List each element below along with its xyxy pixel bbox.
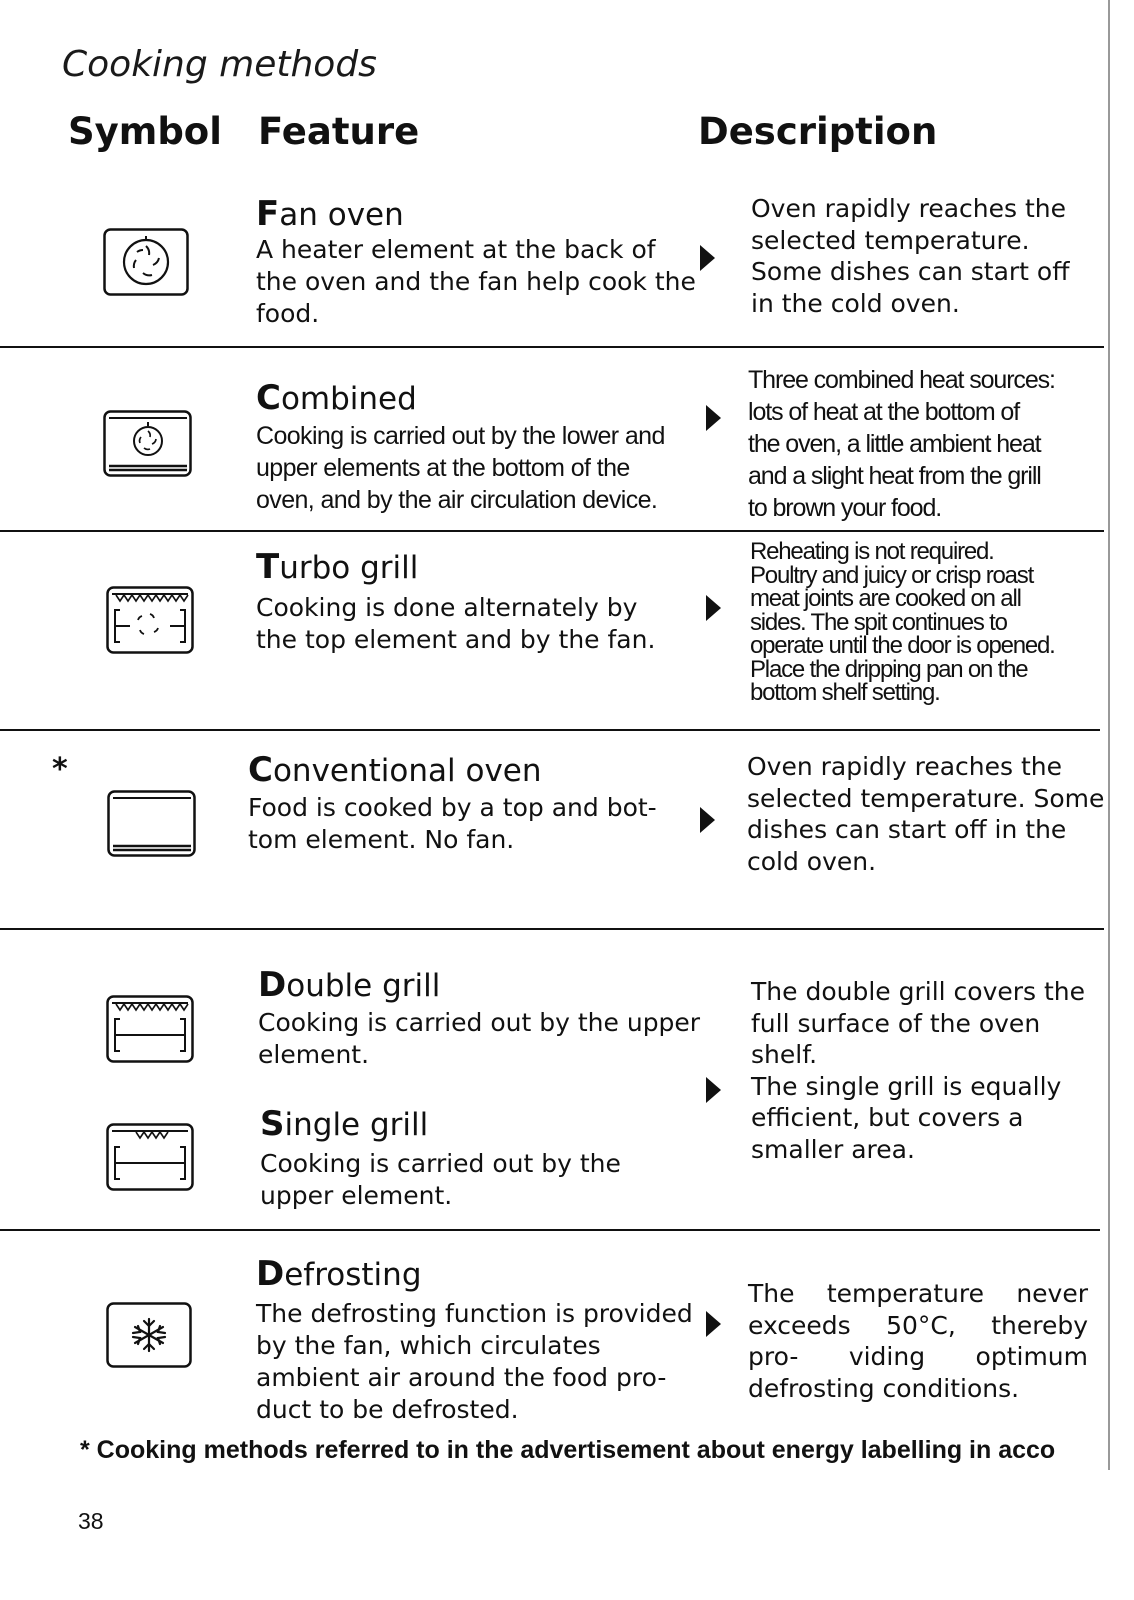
row-divider: [0, 346, 1104, 348]
feature-name-double-grill: [258, 965, 440, 1005]
text-line: tom element. No fan.: [248, 825, 515, 854]
text-line: the top element and by the fan.: [256, 625, 656, 654]
desc-line: meat joints are cooked on all: [750, 585, 1021, 612]
description-grill: [751, 976, 1085, 1165]
double-grill-icon: [106, 995, 194, 1063]
desc-line: full surface of the oven: [751, 1008, 1041, 1038]
arrow-icon: [706, 595, 721, 621]
description-defrosting: The temperature never exceeds 50°C, thereby pro- viding optimum defrosting conditions.: [748, 1279, 1088, 1403]
row-divider: [0, 729, 1100, 731]
description-combined: [748, 364, 1055, 524]
feature-name-rest: urbo grill: [279, 550, 419, 586]
text-line: duct to be defrosted.: [256, 1395, 519, 1424]
feature-name-turbo-grill: [256, 547, 418, 587]
single-grill-icon: [106, 1123, 194, 1191]
text-line: Cooking is carried out by the: [260, 1149, 621, 1178]
feature-name-rest: efrosting: [284, 1257, 422, 1293]
desc-line: and a slight heat from the grill: [748, 462, 1041, 490]
feature-text-double-grill: [258, 1007, 700, 1071]
combined-icon: [103, 410, 193, 478]
feature-initial: C: [256, 378, 281, 418]
text-line: Cooking is carried out by the lower and: [256, 422, 665, 450]
text-line: Cooking is done alternately by: [256, 593, 638, 622]
page-number: 38: [78, 1508, 104, 1534]
text-line: The defrosting function is provided: [256, 1299, 693, 1328]
section-title: Cooking methods: [62, 44, 377, 85]
row-divider: [0, 928, 1104, 930]
feature-name-fan-oven: [256, 194, 404, 234]
desc-line: The double grill covers the: [751, 977, 1086, 1006]
text-line: Cooking is carried out by the upper: [258, 1008, 701, 1037]
text-line: A heater element at the back of: [256, 235, 656, 264]
feature-text-turbo-grill: [256, 592, 655, 656]
energy-label-marker: *: [52, 752, 68, 787]
desc-line: Oven rapidly reaches the: [751, 194, 1067, 223]
description-fan-oven: [751, 193, 1069, 319]
desc-line: efficient, but covers a: [751, 1103, 1024, 1132]
desc-line: selected temperature.: [751, 225, 1030, 255]
desc-line: shelf.: [751, 1040, 818, 1069]
feature-text-defrosting: [256, 1298, 693, 1426]
symbol-column-header: Symbol: [68, 110, 222, 153]
arrow-icon: [706, 1077, 721, 1103]
desc-line: operate until the door is opened.: [750, 632, 1055, 659]
feature-name-rest: onventional oven: [272, 753, 542, 789]
description-conventional-oven: [747, 751, 1104, 877]
feature-text-fan-oven: [256, 234, 696, 330]
desc-line: Oven rapidly reaches the: [747, 752, 1063, 781]
text-line: Food is cooked by a top and bot-: [248, 793, 657, 822]
description-turbo-grill: [750, 540, 1055, 705]
desc-line: The single grill is equally: [751, 1071, 1062, 1101]
desc-line: Three combined heat sources:: [748, 366, 1055, 394]
text-line: by the fan, which circulates: [256, 1331, 601, 1360]
text-line: upper element.: [260, 1181, 453, 1210]
desc-line: Some dishes can start off: [751, 257, 1070, 286]
feature-name-single-grill: [260, 1104, 428, 1144]
footnote: * Cooking methods referred to in the advertisement about energy labelling in acco: [80, 1436, 1056, 1464]
desc-line: dishes can start off in the: [747, 815, 1067, 844]
desc-line: sides. The spit continues to: [750, 608, 1007, 636]
feature-text-combined: [256, 420, 665, 516]
feature-name-rest: an oven: [279, 197, 404, 233]
text-line: element.: [258, 1040, 370, 1069]
feature-initial: T: [256, 547, 280, 587]
feature-column-header: Feature: [258, 110, 420, 153]
desc-line: selected temperature. Some: [747, 783, 1105, 813]
feature-initial: S: [260, 1104, 285, 1144]
text-line: food.: [256, 299, 320, 328]
feature-name-rest: ouble grill: [286, 968, 441, 1004]
fan-oven-icon: [103, 228, 189, 296]
defrosting-icon: [106, 1302, 192, 1368]
arrow-icon: [706, 405, 721, 431]
text-line: ambient air around the food pro-: [256, 1363, 667, 1392]
desc-line: smaller area.: [751, 1134, 915, 1164]
desc-line: the oven, a little ambient heat: [748, 430, 1041, 458]
feature-initial: C: [248, 750, 273, 790]
desc-line: Reheating is not required.: [750, 538, 994, 565]
desc-line: bottom shelf setting.: [750, 679, 940, 706]
feature-initial: D: [256, 1254, 285, 1294]
desc-line: lots of heat at the bottom of: [748, 398, 1020, 426]
feature-text-single-grill: [260, 1148, 621, 1212]
feature-name-rest: ombined: [280, 381, 417, 417]
desc-line: in the cold oven.: [751, 288, 960, 318]
description-column-header: Description: [698, 110, 938, 153]
desc-line: cold oven.: [747, 846, 877, 876]
text-line: the oven and the fan help cook the: [256, 267, 696, 296]
feature-initial: F: [256, 194, 280, 234]
arrow-icon: [700, 807, 715, 833]
feature-text-conventional-oven: [248, 792, 657, 856]
right-edge-rule: [1108, 0, 1110, 1470]
arrow-icon: [700, 245, 715, 271]
conventional-oven-icon: [107, 790, 197, 858]
feature-name-conventional-oven: [248, 750, 542, 790]
feature-name-rest: ingle grill: [284, 1107, 429, 1143]
desc-line: Poultry and juicy or crisp roast: [750, 561, 1034, 589]
arrow-icon: [706, 1311, 721, 1337]
feature-name-combined: [256, 378, 417, 418]
row-divider: [0, 530, 1104, 532]
turbo-grill-icon: [106, 586, 194, 654]
desc-line: Place the dripping pan on the: [750, 655, 1028, 683]
feature-initial: D: [258, 965, 287, 1005]
text-line: upper elements at the bottom of the: [256, 454, 630, 482]
text-line: oven, and by the air circulation device.: [256, 486, 658, 514]
desc-line: to brown your food.: [748, 494, 942, 522]
row-divider: [0, 1229, 1100, 1231]
feature-name-defrosting: [256, 1254, 422, 1294]
